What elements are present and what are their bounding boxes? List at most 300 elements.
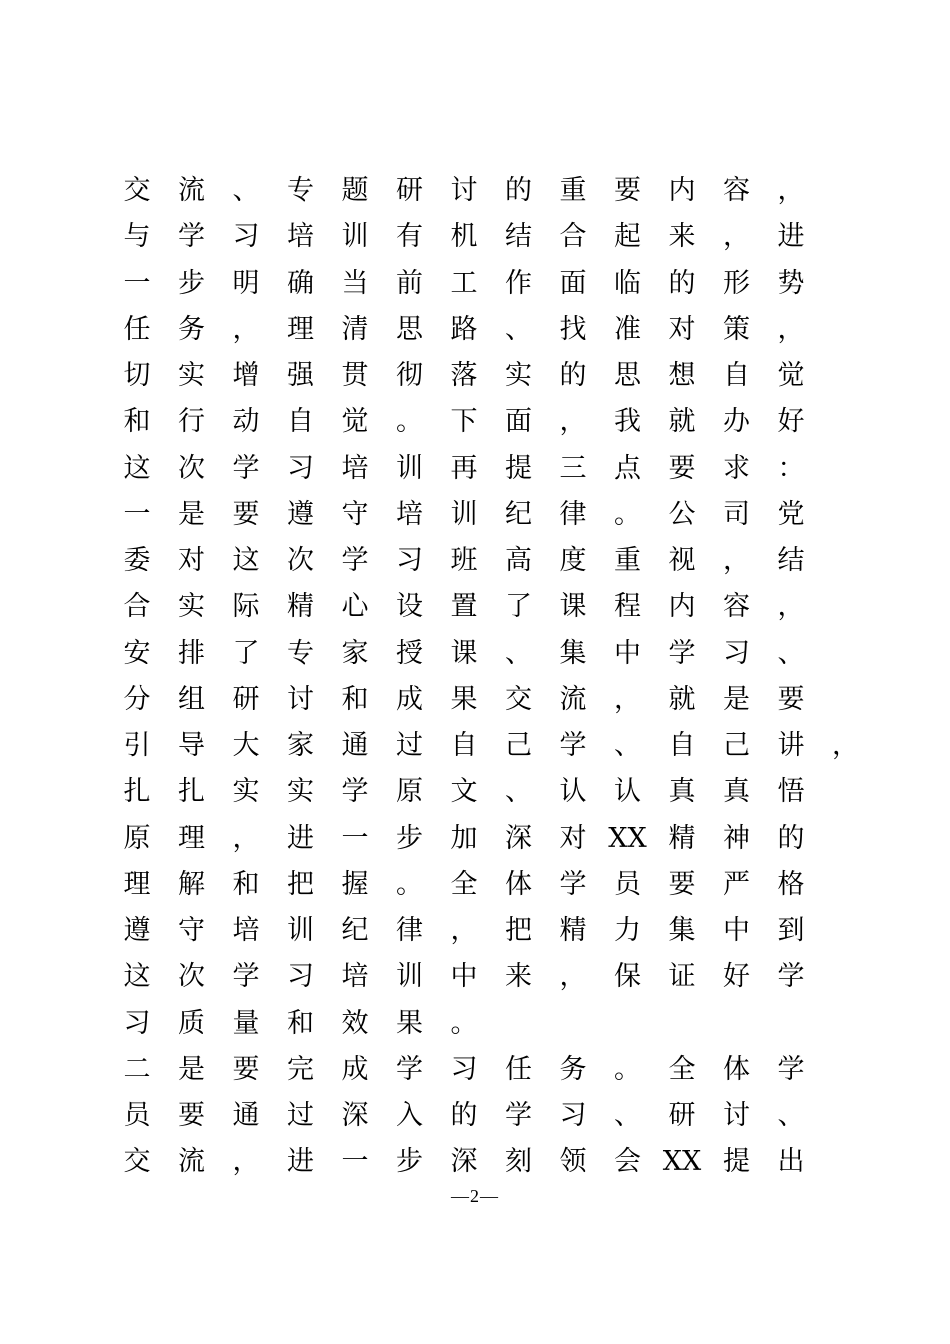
text-char: 学 [232,961,260,993]
text-char: 来 [505,961,532,993]
text-char: 这 [232,545,260,576]
text-line [110,261,850,307]
text-char: 步 [396,822,423,854]
text-char: 果 [450,683,478,715]
text-char: 律 [396,915,423,946]
text-char: 研 [396,175,423,206]
text-char: 习 [232,221,260,253]
text-char: 务 [178,313,205,345]
text-char: 习 [123,1007,151,1039]
text-char: 结 [777,545,805,576]
text-char: 集 [559,637,587,669]
text-char: 高 [505,545,532,576]
text-char: 程 [614,591,641,623]
text-char: 二 [123,1053,151,1085]
text-char: 前 [396,267,423,299]
text-char: 。 [396,406,423,438]
text-line [110,446,850,492]
text-char: 学 [341,776,369,808]
text-char: 习 [287,961,314,993]
text-char: 交 [123,175,151,206]
text-char: ， [777,591,805,623]
text-char: 思 [396,313,423,345]
text-char: 真 [723,776,750,808]
text-char: 出 [777,1146,805,1178]
text-char: 容 [723,175,750,206]
text-char: 培 [341,961,369,993]
text-char: 课 [559,591,587,623]
text-char: 好 [723,961,750,993]
text-char: 量 [232,1007,260,1039]
text-char: 合 [559,221,587,253]
text-char: 步 [396,1146,423,1178]
text-char: 步 [178,267,205,299]
text-char: 、 [232,175,260,206]
text-char: 扎 [123,776,151,808]
text-char: 委 [123,545,151,576]
text-char: 次 [178,961,205,993]
text-char: 、 [777,1100,805,1131]
text-char: 和 [341,683,369,715]
text-char: 找 [559,313,587,345]
text-char: 这 [123,452,151,484]
text-char: 再 [450,452,478,484]
text-char: 员 [123,1100,151,1131]
text-char: 到 [777,915,805,946]
text-char: 觉 [341,406,369,438]
text-line [110,631,850,677]
text-char: 强 [287,360,314,391]
text-char: 中 [614,637,641,669]
text-char: 务 [559,1053,587,1085]
text-char: 讨 [450,175,478,206]
text-char: 、 [777,637,805,669]
text-char: 培 [232,915,260,946]
text-char: 成 [396,683,423,715]
text-char: 次 [287,545,314,576]
text-char: 神 [723,822,750,854]
text-char: 面 [505,406,532,438]
text-char: 任 [123,313,151,345]
text-char: 中 [723,915,750,946]
text-char: 习 [287,452,314,484]
text-char: 学 [396,1053,423,1085]
text-char: 培 [287,221,314,253]
text-char: 这 [123,961,151,993]
text-char: 交 [123,1146,151,1178]
text-char: 内 [668,175,696,206]
text-char: 员 [614,868,641,900]
text-char: 守 [341,498,369,530]
text-char: 认 [559,776,587,808]
text-char: 成 [341,1053,369,1085]
text-char: 一 [123,267,151,299]
text-char: ， [723,221,750,253]
text-char: 加 [450,822,478,854]
text-line [110,954,850,1000]
text-char: 通 [232,1100,260,1131]
text-char: 交 [505,683,532,715]
text-char: 保 [614,961,641,993]
text-char: 。 [396,868,423,900]
text-char: 自 [723,360,750,391]
text-char: 要 [232,1053,260,1085]
text-char: 重 [614,545,641,576]
text-char: 觉 [777,360,805,391]
text-char: 律 [559,498,587,530]
text-char: 流 [178,175,205,206]
text-char: 容 [723,591,750,623]
text-line [110,1093,850,1139]
text-char: 学 [232,452,260,484]
text-char: 置 [450,591,478,623]
text-char: 、 [614,1100,641,1131]
text-char: 排 [178,637,205,669]
text-char: 动 [232,406,260,438]
text-char: 与 [123,221,151,253]
text-char: 任 [505,1053,532,1085]
text-char: 我 [614,406,641,438]
text-char: 完 [287,1053,314,1085]
text-char: 实 [178,591,205,623]
text-char: 力 [614,915,641,946]
text-char: 当 [341,267,369,299]
text-char: 度 [559,545,587,576]
text-char: 了 [232,637,260,669]
text-char: 训 [450,498,478,530]
text-char: ， [723,545,750,576]
text-char: 要 [668,868,696,900]
text-line [110,908,850,954]
text-char: 、 [614,730,641,761]
text-char: 真 [668,776,696,808]
text-char: 公 [668,498,696,530]
text-char: 明 [232,267,260,299]
text-char: 一 [341,1146,369,1178]
text-char: 训 [341,221,369,253]
text-char: 引 [123,730,151,761]
text-char: 纪 [341,915,369,946]
page-number: —2— [451,1186,499,1206]
text-char: 。 [614,498,641,530]
text-char: 全 [668,1053,696,1085]
text-char: ， [777,175,805,206]
text-char: 进 [287,1146,314,1178]
text-char: 势 [777,267,805,299]
text-char: 落 [450,360,478,391]
text-char: 学 [777,1053,805,1085]
text-char: 深 [341,1100,369,1131]
text-line [110,677,850,723]
text-char: 题 [341,175,369,206]
text-char: 求 [723,452,750,484]
text-char: 理 [123,868,151,900]
text-char: 一 [123,498,151,530]
text-char: 培 [396,498,423,530]
text-char: 握 [341,868,369,900]
text-char: 对 [668,313,696,345]
text-char: 策 [723,313,750,345]
text-char: 党 [777,498,805,530]
text-char: 质 [178,1007,205,1039]
text-char: 刻 [505,1146,532,1178]
text-char: 的 [450,1100,478,1131]
text-char: 实 [505,360,532,391]
text-char: 实 [232,776,260,808]
text-line [110,1001,850,1047]
text-char: 、 [505,776,532,808]
text-char: 司 [723,498,750,530]
text-char: 精 [559,915,587,946]
text-char: 效 [341,1007,369,1039]
text-char: 贯 [341,360,369,391]
text-char: 作 [505,267,532,299]
text-char: 班 [450,545,478,576]
text-char: 、 [505,313,532,345]
text-char: 行 [178,406,205,438]
text-char: 重 [559,175,587,206]
text-char: 就 [668,683,696,715]
text-char: 中 [450,961,478,993]
text-char: 授 [396,637,423,669]
text-char: 严 [723,868,750,900]
text-char: 认 [614,776,641,808]
text-char: 办 [723,406,750,438]
text-char: 机 [450,221,478,253]
body-text [110,168,859,1186]
text-char: 内 [668,591,696,623]
text-char: 理 [287,313,314,345]
text-char: 过 [396,730,423,761]
text-char: 确 [287,267,314,299]
text-char: 领 [559,1146,587,1178]
text-char: 过 [287,1100,314,1131]
text-char: 进 [287,822,314,854]
text-char: 研 [668,1100,696,1131]
text-char: 集 [668,915,696,946]
text-char: 导 [178,730,205,761]
text-char: 学 [668,637,696,669]
text-char: 和 [232,868,260,900]
text-char: 大 [232,730,260,761]
text-char: 精 [287,591,314,623]
text-char: 文 [450,776,478,808]
text-char: 。 [614,1053,641,1085]
text-char: 组 [178,683,205,715]
text-char: 设 [396,591,423,623]
text-char: 遵 [123,915,151,946]
text-char: 增 [232,360,260,391]
text-char: 切 [123,360,151,391]
text-char: 习 [559,1100,587,1131]
text-line [110,168,850,214]
text-line [110,538,850,584]
text-char: 流 [178,1146,205,1178]
text-char: ： [777,452,805,484]
text-char: 解 [178,868,205,900]
text-char: 心 [341,591,369,623]
text-char: 讲 [777,730,805,761]
text-char: 临 [614,267,641,299]
text-char: 形 [723,267,750,299]
text-char: 格 [777,868,805,900]
text-char: 对 [178,545,205,576]
text-char: 视 [668,545,696,576]
text-char: 理 [178,822,205,854]
text-char: 训 [396,961,423,993]
text-char: 专 [287,175,314,206]
text-char: 体 [505,868,532,900]
text-line [110,723,859,769]
text-char: 的 [505,175,532,206]
text-char: 实 [287,776,314,808]
text-char: 和 [123,406,151,438]
text-char: 学 [341,545,369,576]
text-char: 想 [668,360,696,391]
text-char: 是 [723,683,750,715]
text-char: 学 [559,868,587,900]
text-char: ， [232,1146,260,1178]
text-char: 一 [341,822,369,854]
text-char: 纪 [505,498,532,530]
text-char: 深 [505,822,532,854]
text-char: 要 [668,452,696,484]
text-char: 提 [723,1146,750,1178]
text-line [110,1047,850,1093]
text-char: 课 [450,637,478,669]
text-char: 全 [450,868,478,900]
text-char: 次 [178,452,205,484]
text-char: 原 [396,776,423,808]
text-line [110,816,850,862]
text-char: 自 [450,730,478,761]
text-char: ， [559,406,587,438]
text-char: 起 [614,221,641,253]
text-char: 要 [232,498,260,530]
text-char: XX [662,1146,702,1178]
text-char: 工 [450,267,478,299]
text-char: 精 [668,822,696,854]
text-char: 了 [505,591,532,623]
text-char: 证 [668,961,696,993]
text-char: 好 [777,406,805,438]
text-char: 是 [178,498,205,530]
text-char: ， [832,730,859,761]
text-char: 悟 [777,776,805,808]
text-char: 的 [777,822,805,854]
text-line [110,769,850,815]
text-char: 习 [396,545,423,576]
text-char: 研 [232,683,260,715]
text-char: 体 [723,1053,750,1085]
text-line [110,862,850,908]
text-char: 际 [232,591,260,623]
text-char: 有 [396,221,423,253]
text-char: 、 [505,637,532,669]
text-char: XX [608,822,647,854]
text-char: 习 [723,637,750,669]
text-char: 面 [559,267,587,299]
text-char: 要 [178,1100,205,1131]
text-char: 的 [668,267,696,299]
text-char: 提 [505,452,532,484]
text-char: 三 [559,452,587,484]
text-char: 清 [341,313,369,345]
text-char: 点 [614,452,641,484]
text-char: 是 [178,1053,205,1085]
text-char: 安 [123,637,151,669]
text-char: ， [232,822,260,854]
text-char: 彻 [396,360,423,391]
text-char: 讨 [287,683,314,715]
text-char: 训 [287,915,314,946]
text-line [110,353,850,399]
text-char: ， [559,961,587,993]
text-line [110,1139,850,1185]
text-char: 遵 [287,498,314,530]
text-char: 扎 [178,776,205,808]
text-char: 学 [777,961,805,993]
text-char: 讨 [723,1100,750,1131]
text-char: 来 [668,221,696,253]
text-char: ， [450,915,478,946]
text-char: 分 [123,683,151,715]
text-char: ， [614,683,641,715]
text-char: 结 [505,221,532,253]
text-char: 自 [668,730,696,761]
text-char: 实 [178,360,205,391]
text-char: 专 [287,637,314,669]
text-line [110,492,850,538]
text-char: 要 [777,683,805,715]
text-char: 准 [614,313,641,345]
text-char: 家 [341,637,369,669]
text-char: 学 [178,221,205,253]
text-char: 路 [450,313,478,345]
text-line [110,399,850,445]
text-char: 合 [123,591,151,623]
text-char: 下 [450,406,478,438]
text-char: 果 [396,1007,423,1039]
text-char: 学 [559,730,587,761]
text-char: 会 [614,1146,641,1178]
text-char: 原 [123,822,151,854]
text-char: 把 [505,915,532,946]
text-char: 训 [396,452,423,484]
text-char: 流 [559,683,587,715]
text-char: 进 [777,221,805,253]
text-char: 对 [559,822,587,854]
text-char: 自 [287,406,314,438]
text-char: 要 [614,175,641,206]
text-char: 思 [614,360,641,391]
text-char: 和 [287,1007,314,1039]
text-char: 守 [178,915,205,946]
text-char: ， [777,313,805,345]
text-char: 深 [450,1146,478,1178]
text-char: 就 [668,406,696,438]
text-char: 习 [450,1053,478,1085]
text-char: 培 [341,452,369,484]
text-char: 己 [505,730,532,761]
text-line [110,307,850,353]
text-char: 己 [723,730,750,761]
text-char: 通 [341,730,369,761]
text-char: 学 [505,1100,532,1131]
text-char: 入 [396,1100,423,1131]
text-char: 。 [450,1007,478,1039]
text-line [110,584,850,630]
